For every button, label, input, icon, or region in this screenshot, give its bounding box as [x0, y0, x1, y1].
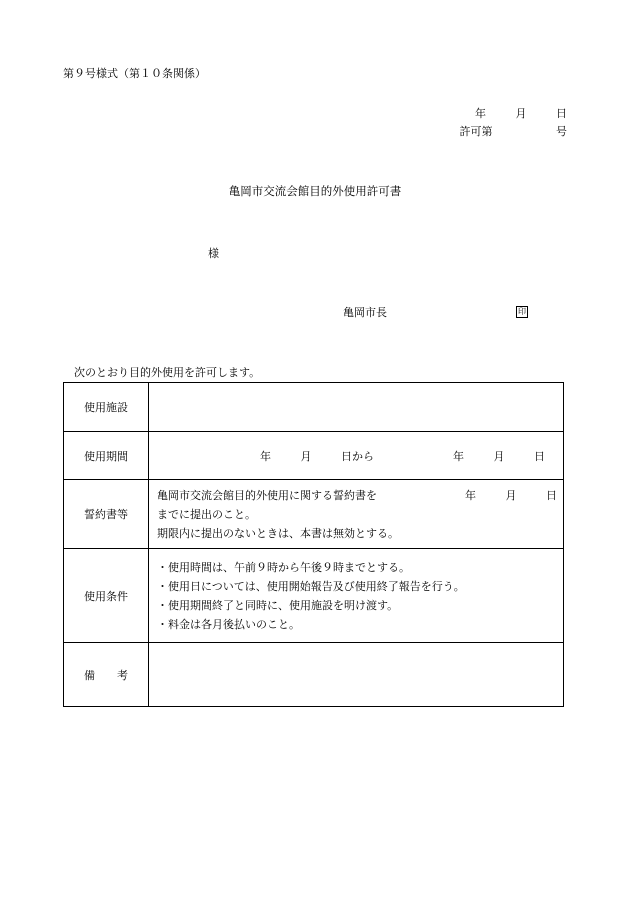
table-row-period — [64, 432, 564, 480]
table-row-pledge — [64, 480, 564, 549]
table-row-notes — [64, 643, 564, 707]
intro-text: 次のとおり目的外使用を許可します。 — [74, 366, 261, 379]
period-from-day: 日から — [341, 449, 374, 463]
issue-date — [475, 108, 567, 119]
pledge-day: 日 — [546, 488, 557, 502]
facility-label: 使用施設 — [64, 383, 149, 432]
form-number-label: 第９号様式（第１０条関係） — [63, 67, 206, 80]
pledge-year: 年 — [465, 488, 476, 502]
notes-label: 備 考 — [64, 643, 149, 707]
table-row-conditions — [64, 549, 564, 643]
period-value — [149, 432, 564, 480]
notes-value — [149, 643, 564, 707]
permit-number — [460, 126, 568, 137]
pledge-line-2: までに提出のこと。 — [157, 507, 256, 521]
date-month-label: 月 — [515, 107, 527, 120]
addressee-suffix: 様 — [208, 247, 219, 260]
date-day-label: 日 — [556, 107, 567, 120]
period-label: 使用期間 — [64, 432, 149, 480]
period-from-year: 年 — [260, 449, 271, 463]
period-from — [260, 448, 374, 464]
pledge-date — [465, 486, 557, 505]
permit-details-table — [63, 382, 564, 707]
table-row-facility — [64, 383, 564, 432]
issuer-name: 亀岡市長 — [343, 306, 387, 319]
period-to-day: 日 — [534, 449, 545, 463]
period-to-month: 月 — [493, 449, 505, 463]
condition-item: ・料金は各月後払いのこと。 — [157, 617, 300, 631]
period-to-year: 年 — [453, 449, 464, 463]
pledge-month: 月 — [505, 488, 517, 502]
conditions-label: 使用条件 — [64, 549, 149, 643]
pledge-label: 誓約書等 — [64, 480, 149, 549]
condition-item: ・使用日については、使用開始報告及び使用終了報告を行う。 — [157, 579, 465, 593]
period-to — [453, 448, 545, 464]
condition-item: ・使用時間は、午前９時から午後９時までとする。 — [157, 560, 410, 574]
period-from-month: 月 — [300, 449, 312, 463]
seal-label: 印 — [518, 307, 526, 316]
date-year-label: 年 — [475, 107, 486, 120]
condition-item: ・使用期間終了と同時に、使用施設を明け渡す。 — [157, 598, 399, 612]
permit-number-suffix: 号 — [556, 125, 567, 138]
facility-value — [149, 383, 564, 432]
pledge-value — [149, 480, 564, 549]
seal-mark — [516, 306, 528, 318]
conditions-value — [149, 549, 564, 643]
pledge-line-1: 亀岡市交流会館目的外使用に関する誓約書を — [157, 488, 377, 502]
pledge-line-3: 期限内に提出のないときは、本書は無効とする。 — [157, 526, 399, 540]
document-title: 亀岡市交流会館目的外使用許可書 — [228, 184, 402, 198]
permit-number-prefix: 許可第 — [459, 125, 493, 138]
